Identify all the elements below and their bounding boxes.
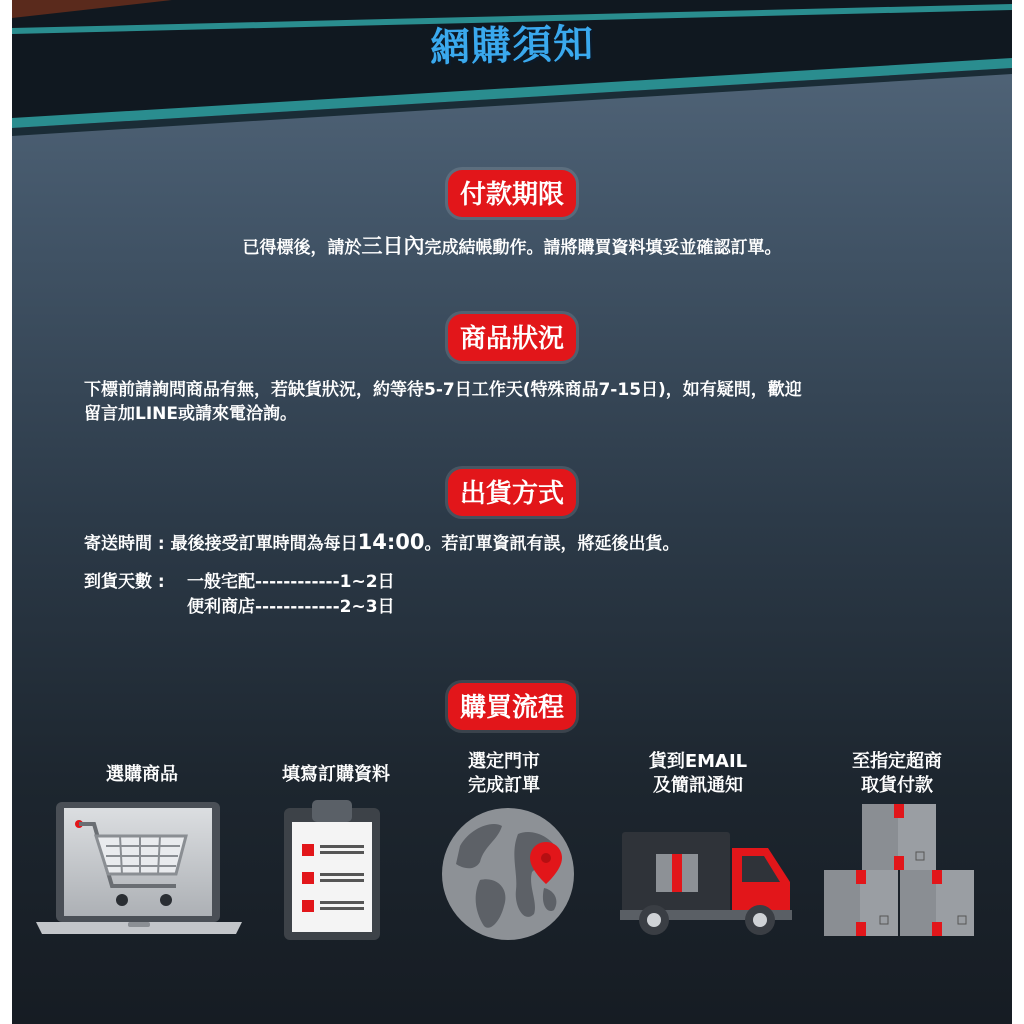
shipping-time-text (84, 530, 680, 556)
step-4-label (608, 750, 788, 798)
shopping-cart-laptop-icon (36, 800, 242, 940)
step-1-line1: 選購商品 (106, 764, 178, 785)
condition-heading-badge: 商品狀況 (448, 314, 576, 361)
step-3-line2: 完成訂單 (468, 775, 540, 796)
shipping-heading-badge: 出貨方式 (448, 469, 576, 516)
condition-text-line2: 留言加LINE或請來電洽詢。 (84, 404, 297, 424)
step-3-line1: 選定門市 (468, 751, 540, 772)
step-3-label (414, 750, 594, 798)
payment-text-after: 完成結帳動作。請將購買資料填妥並確認訂單。 (424, 238, 782, 258)
shopping-notice-panel (12, 0, 1012, 1024)
globe-location-icon (440, 806, 576, 942)
delivery-home-line: 一般宅配------------1~2日 (187, 572, 395, 592)
payment-text-emphasis: 三日內 (361, 234, 425, 258)
step-2-label (246, 763, 426, 787)
step-5-label (807, 750, 987, 798)
step-5-line1: 至指定超商 (852, 751, 942, 772)
condition-text-line1: 下標前請詢問商品有無，若缺貨狀況，約等待5-7日工作天(特殊商品7-15日)，如有疑問，歡迎 (84, 380, 802, 400)
shipping-time-after: 。若訂單資訊有誤，將延後出貨。 (424, 534, 680, 554)
step-4-line2: 及簡訊通知 (653, 775, 743, 796)
step-1-label (52, 763, 232, 787)
stacked-boxes-icon (824, 804, 974, 938)
delivery-store-line: 便利商店------------2~3日 (187, 597, 395, 617)
payment-text (12, 234, 1012, 260)
shipping-time-emphasis: 14:00 (357, 530, 425, 554)
step-2-line1: 填寫訂購資料 (282, 764, 390, 785)
step-5-line2: 取貨付款 (861, 775, 933, 796)
clipboard-form-icon (282, 800, 382, 942)
shipping-time-before: 寄送時間 : 最後接受訂單時間為每日 (84, 534, 358, 554)
delivery-truck-icon (620, 828, 796, 940)
step-4-line1: 貨到EMAIL (648, 751, 748, 772)
payment-text-before: 已得標後，請於 (242, 238, 362, 258)
delivery-days-label: 到貨天數 : (84, 572, 165, 592)
page-title: 網購須知 (429, 21, 595, 71)
payment-heading-badge: 付款期限 (448, 170, 576, 217)
process-heading-badge: 購買流程 (448, 683, 576, 730)
